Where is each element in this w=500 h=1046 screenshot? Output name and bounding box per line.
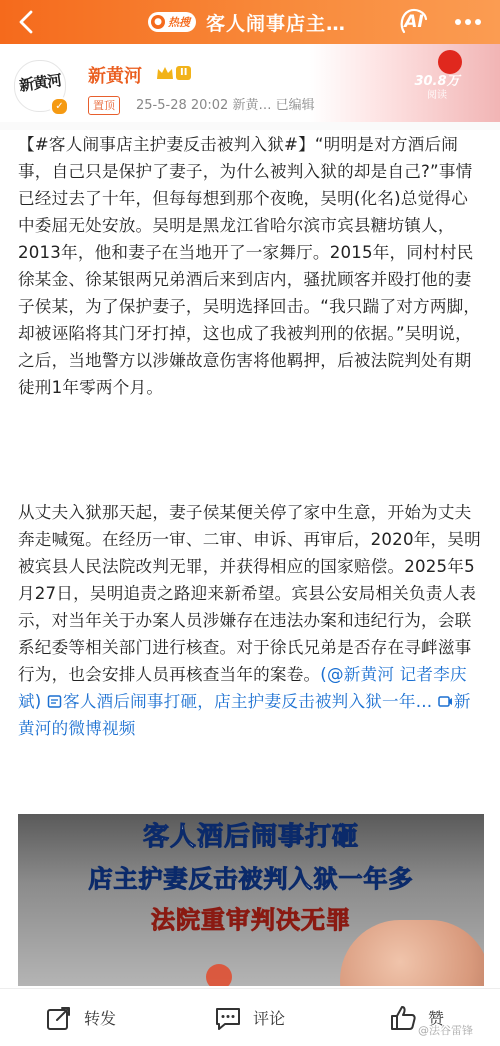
- verified-badge-icon: ✓: [50, 97, 69, 116]
- avatar-logo-text: 新黄河: [18, 71, 63, 95]
- like-label: 赞: [428, 1009, 445, 1028]
- pinned-tag: 置顶: [88, 96, 120, 115]
- author-header: [0, 44, 500, 122]
- back-arrow-icon[interactable]: [14, 9, 40, 35]
- watermark: @法谷雷锋: [418, 1024, 473, 1037]
- video-microphone: [206, 964, 232, 986]
- thumbs-up-icon: [388, 1003, 418, 1033]
- read-count: 30.8万: [414, 74, 460, 89]
- hot-search-icon: ●: [151, 15, 165, 29]
- crown-icon: [156, 65, 174, 81]
- post-meta: 25-5-28 20:02 新黄… 已编辑: [136, 98, 315, 113]
- comment-icon: [213, 1003, 243, 1033]
- ai-label: AI: [404, 12, 424, 32]
- read-label: 阅读: [427, 90, 447, 101]
- repost-icon: [44, 1003, 74, 1033]
- author-name[interactable]: 新黄河: [88, 66, 142, 87]
- repost-button[interactable]: [44, 989, 116, 1046]
- post-paragraph-1: 【#客人闹事店主护妻反击被判入狱#】“明明是对方酒后闹事，自己只是保护了妻子，为什么被判入狱的却是自己?”事情已经过去了十年，但每每想到那个夜晚，吴明(化名)总觉得心中委屈无处安放。吴明是黑龙江省哈尔滨市宾县糖坊镇人，2013年，他和妻子在当地开了一家舞厅。2015年，同村村民徐某金、徐某银两兄弟酒后来到店内，骚扰顾客并殴打他的妻子侯某，为了保护妻子，吴明选择回击。“我只踹了对方两脚，却被诬陷将其门牙打掉，这也成了我被判刑的依据。”吴明说，之后，当地警方以涉嫌故意伤害将他羁押，后被法院判处有期徒刑1年零两个月。: [18, 135, 481, 397]
- hot-search-badge: [148, 12, 196, 32]
- article-link[interactable]: 客人酒后闹事打砸，店主护妻反击被判入狱一年…: [62, 692, 433, 711]
- repost-label: 转发: [84, 1009, 117, 1028]
- hot-search-label: 热搜: [168, 16, 190, 29]
- more-options-icon[interactable]: [453, 16, 483, 28]
- top-bar: [0, 0, 500, 44]
- level-badge[interactable]: II: [176, 66, 191, 80]
- comment-label: 评论: [253, 1009, 286, 1028]
- title-area[interactable]: [148, 9, 346, 35]
- video-link-icon: [438, 694, 453, 709]
- video-player[interactable]: [18, 814, 484, 986]
- article-link-icon: [47, 694, 62, 709]
- post-paragraph-2: [18, 499, 484, 742]
- video-source-link[interactable]: 新黄河的微博视频: [18, 692, 471, 738]
- video-caption-2: 店主护妻反击被判入狱一年多: [88, 865, 414, 893]
- video-caption-3: 法院重审判决无罪: [151, 906, 351, 934]
- post-paragraph-2-text: 从丈夫入狱那天起，妻子侯某便关停了家中生意，开始为丈夫奔走喊冤。在经历一审、二审、申诉、再审后，2020年，吴明被宾县人民法院改判无罪，并获得相应的国家赔偿。2025年5月27日，吴明追责之路迎来新希望。宾县公安局相关负责人表示，对当年关于办案人员涉嫌存在违法办案和违纪行为，会联系纪委等相关部门进行核查。对于徐氏兄弟是否存在寻衅滋事行为，也会安排人员再核查当年的案卷。: [18, 503, 481, 684]
- comment-button[interactable]: [213, 989, 285, 1046]
- divider: [0, 122, 500, 130]
- mention-link[interactable]: (@新黄河 记者李庆斌): [18, 665, 467, 711]
- video-caption-1: 客人酒后闹事打砸: [142, 822, 359, 852]
- page-title: 客人闹事店主…: [206, 12, 347, 35]
